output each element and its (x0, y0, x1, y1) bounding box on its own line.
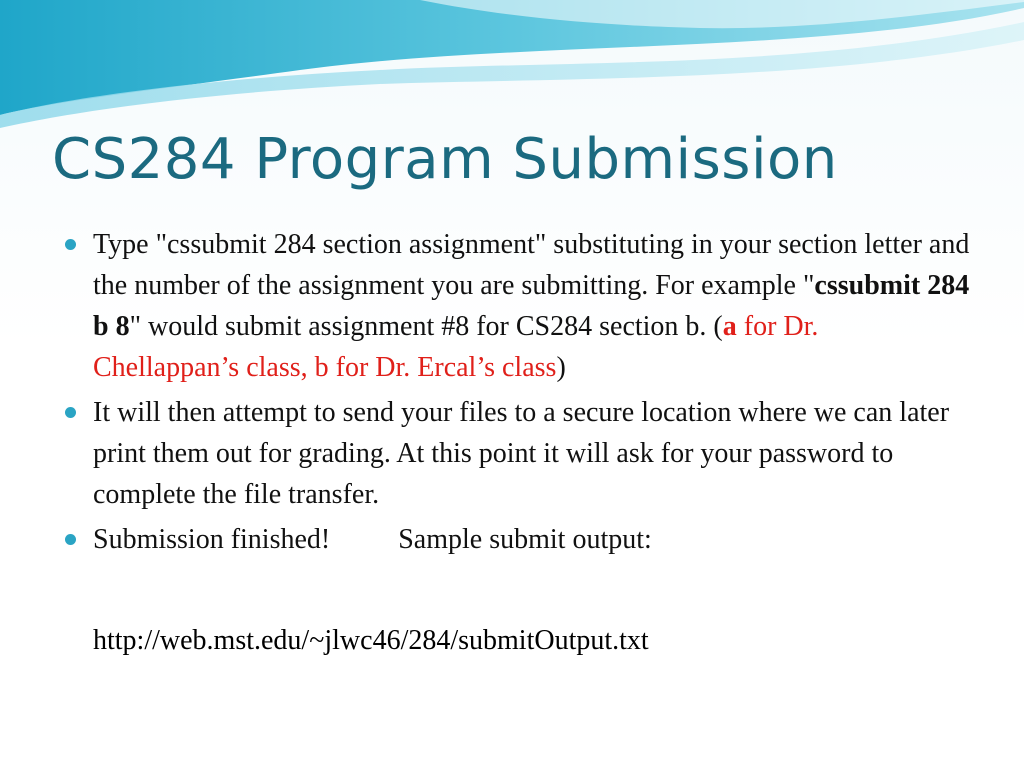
decorative-wave-header (0, 0, 1024, 130)
bullet-text: Type "cssubmit 284 section assignment" substituting in your section letter and the number of the assignment you are submitting. For example " (93, 229, 970, 301)
command-example: cssubmit 284 b 8 (93, 270, 970, 342)
bullet-item-finished (60, 519, 970, 560)
bullet-text: ) (556, 352, 566, 383)
bullet-dot-icon (65, 407, 76, 418)
bullet-list (60, 224, 970, 564)
bullet-text: It will then attempt to send your files to a secure location where we can later print them out for grading. At this point it will ask for your password to complete the file transfer. (93, 397, 950, 510)
section-letter: a (722, 311, 737, 342)
section-note: for Dr. Chellappan’s class, b for Dr. Ercal’s class (93, 311, 819, 383)
sample-output-label: Sample submit output: (398, 524, 652, 555)
bullet-dot-icon (65, 534, 76, 545)
bullet-text: " would submit assignment #8 for CS284 section b. ( (129, 311, 723, 342)
bullet-dot-icon (65, 239, 76, 250)
bullet-item-instructions (60, 224, 970, 388)
slide-title: CS284 Program Submission (52, 127, 838, 192)
bullet-text: Submission finished! (93, 524, 331, 555)
sample-output-link[interactable]: http://web.mst.edu/~jlwc46/284/submitOutput.txt (93, 625, 649, 656)
bullet-item-transfer (60, 392, 970, 515)
